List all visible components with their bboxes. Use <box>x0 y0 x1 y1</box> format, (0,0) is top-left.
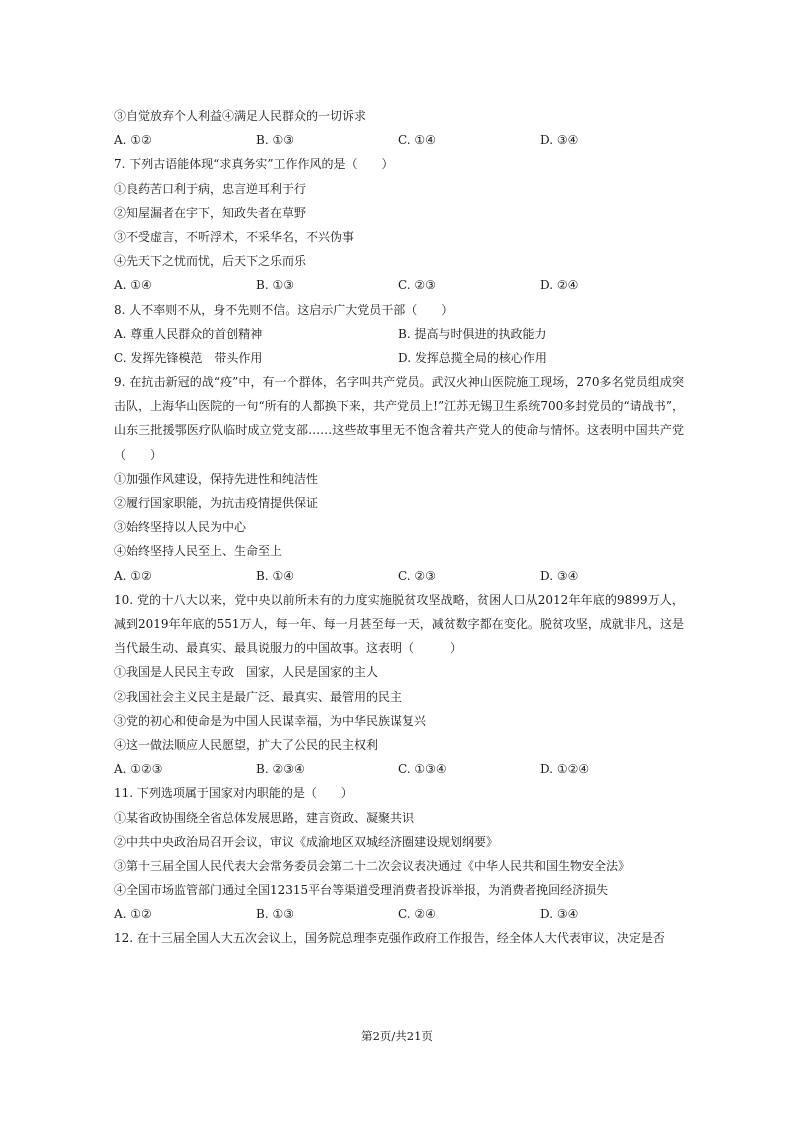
question-10-options <box>114 757 684 781</box>
option-b[interactable]: B. ①③ <box>256 133 294 148</box>
question-9-options <box>114 564 684 588</box>
question-7-item-3: ③不受虚言，不听浮术，不采华名，不兴伪事 <box>114 229 355 244</box>
question-9-stem: 9. 在抗击新冠的战“疫”中，有一个群体，名字叫共产党员。武汉火神山医院施工现场，270多名党员组成突击队，上海华山医院的一句“所有的人都换下来，共产党员上!”江苏无锡卫生系统700多封党员的“请战书”，山东三批援鄂医疗队临时成立党支部……这些故事里无不饱含着共产党人的使命与情怀。这表明中国共产党（ ） <box>114 375 684 462</box>
question-6-item-tail: ③自觉放弃个人利益④满足人民群众的一切诉求 <box>114 109 367 123</box>
question-10-item-2: ②我国社会主义民主是最广泛、最真实、最管用的民主 <box>114 689 403 704</box>
question-7-item-4: ④先天下之忧而忧，后天下之乐而乐 <box>114 254 307 269</box>
option-a[interactable]: A. ①②③ <box>114 762 163 777</box>
document-body <box>114 104 684 951</box>
option-a[interactable]: A. ①② <box>114 907 152 922</box>
question-10-item-1: ①我国是人民民主专政 国家，人民是国家的主人 <box>114 665 379 680</box>
option-c[interactable]: C. ①③④ <box>398 762 447 777</box>
question-8-options-row-2 <box>114 346 684 370</box>
option-b[interactable]: B. 提高与时俱进的执政能力 <box>398 326 547 341</box>
question-9-item-2: ②履行国家职能，为抗击疫情提供保证 <box>114 496 319 511</box>
option-b[interactable]: B. ①③ <box>256 907 294 922</box>
question-9-item-3: ③始终坚持以人民为中心 <box>114 520 247 535</box>
question-11-item-1: ①某省政协围绕全省总体发展思路，建言资政、凝聚共识 <box>114 810 415 825</box>
question-9-item-4: ④始终坚持人民至上、生命至上 <box>114 544 283 559</box>
question-12-stem: 12. 在十三届全国人大五次会议上，国务院总理李克强作政府工作报告，经全体人大代表审议，决定是否 <box>114 931 665 946</box>
question-11-item-4: ④全国市场监管部门通过全国12315平台等渠道受理消费者投诉举报，为消费者挽回经济损失 <box>114 883 609 898</box>
question-9-item-1: ①加强作风建设，保持先进性和纯洁性 <box>114 471 319 486</box>
question-7-item-1: ①良药苦口利于病，忠言逆耳利于行 <box>114 181 307 196</box>
question-7-item-2: ②知屋漏者在宇下，知政失者在草野 <box>114 205 307 220</box>
option-b[interactable]: B. ①④ <box>256 568 294 583</box>
option-c[interactable]: C. ②③ <box>398 568 436 583</box>
option-d[interactable]: D. ③④ <box>540 133 579 148</box>
option-c[interactable]: C. ②③ <box>398 278 436 293</box>
option-d[interactable]: D. ①②④ <box>540 762 590 777</box>
option-a[interactable]: A. 尊重人民群众的首创精神 <box>114 326 263 341</box>
option-d[interactable]: D. ③④ <box>540 907 579 922</box>
question-10-stem: 10. 党的十八大以来，党中央以前所未有的力度实施脱贫攻坚战略，贫困人口从2012年年底的9899万人，减到2019年年底的551万人，每一年、每一月甚至每一天，减贫数字都在变化。脱贫攻坚，成就非凡，这是当代最生动、最真实、最具说服力的中国故事。这表明（ ） <box>114 592 684 656</box>
option-a[interactable]: A. ①② <box>114 133 152 148</box>
question-8-stem: 8. 人不率则不从，身不先则不信。这启示广大党员干部（ ） <box>114 302 454 317</box>
option-c[interactable]: C. 发挥先锋模范 带头作用 <box>114 350 263 365</box>
question-11-item-2: ②中共中央政治局召开会议，审议《成渝地区双城经济圈建设规划纲要》 <box>114 834 499 849</box>
option-a[interactable]: A. ①④ <box>114 278 152 293</box>
question-11-item-3: ③第十三届全国人民代表大会常务委员会第二十二次会议表决通过《中华人民共和国生物安全法》 <box>114 858 631 873</box>
option-b[interactable]: B. ②③④ <box>256 762 305 777</box>
question-8-options-row-1 <box>114 322 684 346</box>
option-b[interactable]: B. ①③ <box>256 278 294 293</box>
option-d[interactable]: D. ③④ <box>540 568 579 583</box>
option-d[interactable]: D. ②④ <box>540 278 579 293</box>
option-c[interactable]: C. ②④ <box>398 907 436 922</box>
question-10-item-4: ④这一做法顺应人民愿望，扩大了公民的民主权利 <box>114 737 379 752</box>
question-11-stem: 11. 下列选项属于国家对内职能的是（ ） <box>114 786 353 801</box>
question-7-options <box>114 273 684 297</box>
question-7-stem: 7. 下列古语能体现“求真务实”工作作风的是（ ） <box>114 157 394 172</box>
question-6-options <box>114 128 684 152</box>
page-number: 第2页/共21页 <box>361 1029 433 1043</box>
option-d[interactable]: D. 发挥总揽全局的核心作用 <box>398 350 547 365</box>
option-a[interactable]: A. ①② <box>114 568 152 583</box>
question-11-options <box>114 902 684 926</box>
question-10-item-3: ③党的初心和使命是为中国人民谋幸福，为中华民族谋复兴 <box>114 713 427 728</box>
option-c[interactable]: C. ①④ <box>398 133 436 148</box>
